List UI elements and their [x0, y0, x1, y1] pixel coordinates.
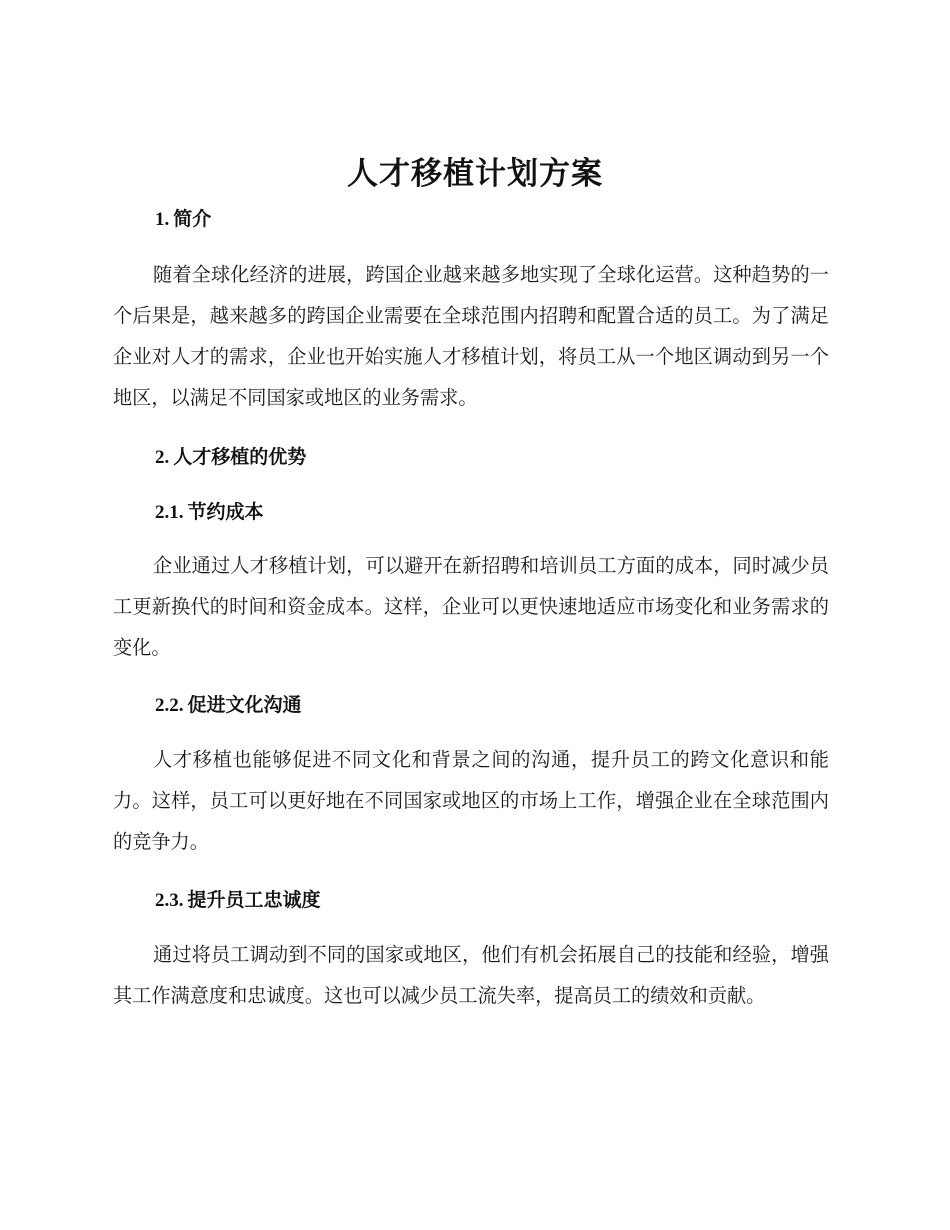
- section-heading-cultural-communication: [155, 690, 302, 721]
- section-number: 1.: [155, 209, 170, 230]
- section-paragraph-cultural-communication: 人才移植也能够促进不同文化和背景之间的沟通，提升员工的跨文化意识和能力。这样，员工可以更好地在不同国家或地区的市场上工作，增强企业在全球范围内的竞争力。: [113, 748, 829, 853]
- section-title: 提升员工忠诚度: [187, 889, 321, 911]
- section-paragraph-cost-saving: 企业通过人才移植计划，可以避开在新招聘和培训员工方面的成本，同时减少员工更新换代的时间和资金成本。这样，企业可以更快速地适应市场变化和业务需求的变化。: [113, 554, 829, 659]
- section-number: 2.1.: [155, 502, 184, 523]
- section-heading-cost-saving: [155, 497, 264, 528]
- section-paragraph-employee-loyalty: 通过将员工调动到不同的国家或地区，他们有机会拓展自己的技能和经验，增强其工作满意度和忠诚度。这也可以减少员工流失率，提高员工的绩效和贡献。: [113, 943, 829, 1007]
- section-paragraph-introduction: 随着全球化经济的进展，跨国企业越来越多地实现了全球化运营。这种趋势的一个后果是，越来越多的跨国企业需要在全球范围内招聘和配置合适的员工。为了满足企业对人才的需求，企业也开始实施人才移植计划，将员工从一个地区调动到另一个地区，以满足不同国家或地区的业务需求。: [113, 263, 829, 409]
- document-title: 人才移植计划方案: [347, 156, 603, 192]
- section-number: 2.2.: [155, 695, 184, 716]
- section-title: 促进文化沟通: [187, 694, 302, 716]
- section-heading-employee-loyalty: [155, 885, 321, 916]
- section-title: 简介: [173, 208, 212, 230]
- section-heading-advantages: [155, 442, 306, 473]
- section-number: 2.3.: [155, 890, 184, 911]
- section-number: 2.: [155, 447, 170, 468]
- section-title: 节约成本: [187, 501, 264, 523]
- section-heading-introduction: [155, 204, 211, 235]
- section-title: 人才移植的优势: [173, 446, 307, 468]
